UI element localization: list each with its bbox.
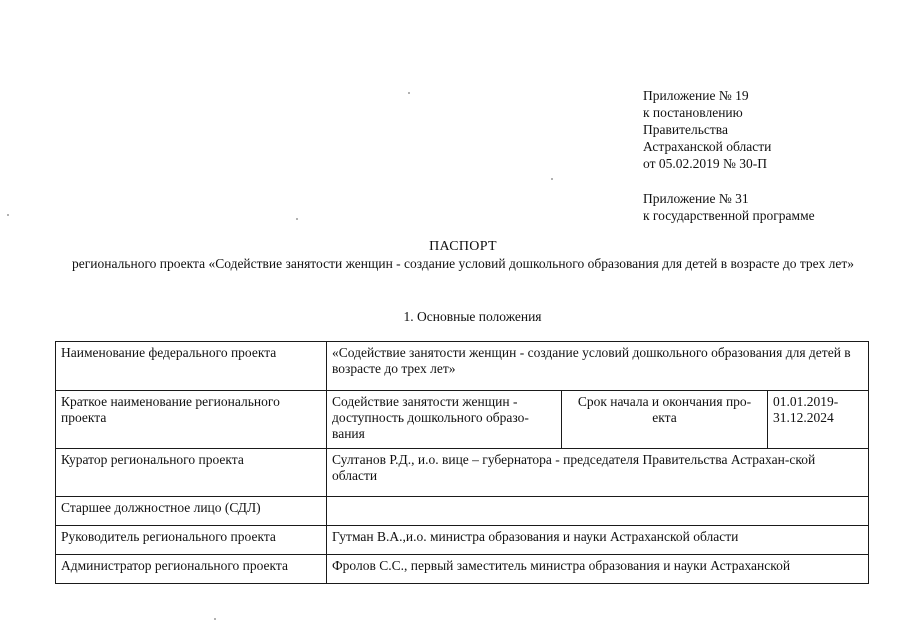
- administrator-value: Фролов С.С., первый заместитель министра образования и науки Астраханской: [327, 555, 869, 584]
- scan-speck: [7, 214, 9, 216]
- appendix-note-top: [643, 87, 893, 172]
- appendix-line: Приложение № 31: [643, 191, 749, 206]
- senior-official-value: [327, 497, 869, 526]
- appendix-line: Астраханской области: [643, 139, 772, 154]
- appendix-line: Правительства: [643, 122, 728, 137]
- appendix-line: Приложение № 19: [643, 88, 749, 103]
- appendix-line: от 05.02.2019 № 30-П: [643, 156, 767, 171]
- scan-speck: [551, 178, 553, 180]
- federal-project-label: Наименование федерального проекта: [56, 342, 327, 391]
- appendix-note-second: [643, 190, 893, 224]
- table-row: [56, 555, 869, 584]
- section-heading: 1. Основные положения: [403, 309, 542, 324]
- scan-speck: [296, 218, 298, 220]
- table-row: [56, 497, 869, 526]
- short-name-label: Краткое наименование регионального проекта: [56, 391, 327, 449]
- curator-value: Султанов Р.Д., и.о. вице – губернатора - председателя Правительства Астрахан-ской области: [327, 449, 869, 497]
- table-row: [56, 449, 869, 497]
- manager-value: Гутман В.А.,и.о. министра образования и науки Астраханской области: [327, 526, 869, 555]
- table-row: [56, 391, 869, 449]
- table-row: [56, 342, 869, 391]
- document-title: ПАСПОРТ: [429, 239, 497, 254]
- project-term-value: 01.01.2019-31.12.2024: [768, 391, 869, 449]
- document-subtitle: регионального проекта «Содействие занятости женщин - создание условий дошкольного образования для детей в возрасте до трех лет»: [71, 256, 854, 271]
- federal-project-value: «Содействие занятости женщин - создание условий дошкольного образования для детей в возрасте до трех лет»: [327, 342, 869, 391]
- senior-official-label: Старшее должностное лицо (СДЛ): [56, 497, 327, 526]
- scan-speck: [214, 618, 216, 620]
- administrator-label: Администратор регионального проекта: [56, 555, 327, 584]
- manager-label: Руководитель регионального проекта: [56, 526, 327, 555]
- appendix-line: к государственной программе: [643, 208, 815, 223]
- curator-label: Куратор регионального проекта: [56, 449, 327, 497]
- appendix-line: к постановлению: [643, 105, 743, 120]
- table-row: [56, 526, 869, 555]
- short-name-value: Содействие занятости женщин - доступность дошкольного образо-вания: [327, 391, 562, 449]
- title-block: [60, 238, 866, 272]
- passport-table: [55, 341, 869, 584]
- project-term-label: Срок начала и окончания про-екта: [562, 391, 768, 449]
- scan-speck: [408, 92, 410, 94]
